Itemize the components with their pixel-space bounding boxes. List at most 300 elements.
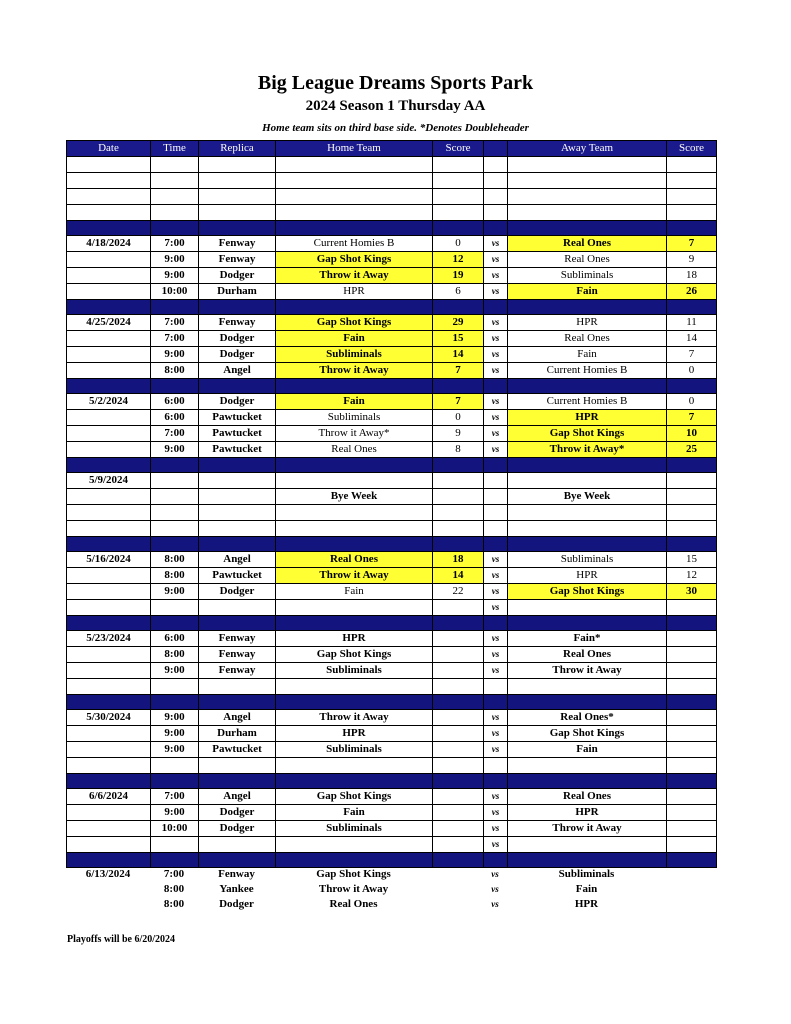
away-team-cell: Throw it Away [508, 663, 667, 679]
home-team-cell: Fain [276, 805, 433, 821]
separator-cell [667, 616, 717, 631]
home-score-cell [433, 710, 484, 726]
game-row [67, 837, 717, 853]
home-team-cell: HPR [276, 631, 433, 647]
game-row [66, 867, 716, 882]
home-team-cell: Real Ones [329, 898, 378, 910]
game-row [67, 442, 717, 458]
replica-cell: Pawtucket [199, 568, 276, 584]
replica-cell: Fenway [199, 252, 276, 268]
vs-cell: vs [484, 742, 508, 758]
date-cell [67, 331, 151, 347]
time-cell: 8:00 [151, 647, 199, 663]
away-score-cell [667, 805, 717, 821]
home-score-cell: 8 [433, 442, 484, 458]
separator-cell [484, 616, 508, 631]
home-score-cell: 0 [433, 410, 484, 426]
game-row [67, 473, 717, 489]
replica-cell: Fenway [218, 868, 255, 880]
away-team-cell: Throw it Away* [508, 442, 667, 458]
time-cell: 9:00 [151, 710, 199, 726]
date-cell [67, 647, 151, 663]
date-cell: 4/25/2024 [67, 315, 151, 331]
time-cell: 7:00 [151, 426, 199, 442]
away-score-cell [667, 505, 717, 521]
replica-cell: Pawtucket [199, 742, 276, 758]
date-cell: 5/9/2024 [67, 473, 151, 489]
game-row [67, 679, 717, 695]
vs-cell: vs [484, 726, 508, 742]
replica-cell [199, 489, 276, 505]
time-cell: 8:00 [163, 883, 185, 895]
away-team-cell: Current Homies B [508, 363, 667, 379]
game-row [67, 268, 717, 284]
vs-cell: vs [484, 284, 508, 300]
separator-cell [667, 458, 717, 473]
home-team-cell: Fain [276, 331, 433, 347]
home-score-cell [433, 600, 484, 616]
home-score-cell [433, 742, 484, 758]
date-cell [67, 347, 151, 363]
replica-cell [199, 505, 276, 521]
season-subtitle: 2024 Season 1 Thursday AA [305, 98, 486, 114]
date-cell: 6/13/2024 [85, 868, 131, 880]
col-header-home-score: Score [433, 141, 484, 157]
replica-cell: Angel [199, 552, 276, 568]
replica-cell: Fenway [199, 663, 276, 679]
date-cell [67, 584, 151, 600]
away-team-cell: Bye Week [508, 489, 667, 505]
week-separator [67, 616, 717, 631]
home-team-cell: Throw it Away [276, 568, 433, 584]
date-cell [67, 568, 151, 584]
time-cell [151, 489, 199, 505]
home-team-cell [276, 758, 433, 774]
game-row [67, 315, 717, 331]
away-team-cell: Real Ones* [508, 710, 667, 726]
time-cell: 9:00 [151, 268, 199, 284]
home-score-cell [433, 821, 484, 837]
col-header-away-score: Score [667, 141, 717, 157]
home-score-cell: 6 [433, 284, 484, 300]
week-separator [67, 853, 717, 868]
replica-cell: Dodger [199, 821, 276, 837]
home-team-cell [276, 173, 433, 189]
home-score-cell [433, 758, 484, 774]
time-cell [151, 758, 199, 774]
time-cell [151, 189, 199, 205]
separator-cell [433, 458, 484, 473]
away-score-cell: 0 [667, 394, 717, 410]
away-team-cell: Subliminals [508, 268, 667, 284]
away-score-cell [667, 189, 717, 205]
replica-cell: Pawtucket [199, 426, 276, 442]
separator-cell [484, 774, 508, 789]
away-team-cell: Fain [508, 284, 667, 300]
separator-cell [199, 774, 276, 789]
away-team-cell: Real Ones [508, 236, 667, 252]
away-score-cell: 15 [667, 552, 717, 568]
time-cell [151, 837, 199, 853]
date-cell [67, 837, 151, 853]
vs-cell: vs [484, 363, 508, 379]
date-cell [67, 205, 151, 221]
home-team-cell [276, 205, 433, 221]
away-score-cell [667, 205, 717, 221]
away-score-cell [667, 489, 717, 505]
replica-cell [199, 758, 276, 774]
replica-cell: Yankee [219, 883, 254, 895]
vs-cell [484, 505, 508, 521]
separator-cell [508, 379, 667, 394]
away-score-cell [667, 821, 717, 837]
separator-cell [276, 458, 433, 473]
game-row [67, 726, 717, 742]
separator-cell [151, 853, 199, 868]
away-team-cell: Real Ones [508, 252, 667, 268]
home-team-cell: Real Ones [276, 552, 433, 568]
schedule-note: Home team sits on third base side. *Denotes Doubleheader [262, 122, 529, 134]
vs-cell: vs [484, 236, 508, 252]
vs-cell [484, 473, 508, 489]
game-row [67, 157, 717, 173]
separator-cell [67, 300, 151, 315]
week-separator [67, 774, 717, 789]
game-row [67, 205, 717, 221]
home-score-cell: 15 [433, 331, 484, 347]
away-score-cell [666, 897, 716, 912]
vs-cell: vs [484, 252, 508, 268]
away-score-cell [667, 758, 717, 774]
home-score-cell [433, 647, 484, 663]
vs-cell: vs [484, 394, 508, 410]
time-cell: 9:00 [151, 663, 199, 679]
time-cell: 9:00 [151, 442, 199, 458]
game-row [67, 789, 717, 805]
away-team-cell: HPR [508, 315, 667, 331]
home-team-cell: HPR [276, 284, 433, 300]
home-team-cell: Throw it Away [276, 710, 433, 726]
separator-cell [199, 616, 276, 631]
time-cell [151, 505, 199, 521]
home-team-cell [276, 505, 433, 521]
game-row [67, 363, 717, 379]
away-team-cell: Gap Shot Kings [508, 726, 667, 742]
week-separator [67, 695, 717, 710]
separator-cell [484, 853, 508, 868]
replica-cell: Dodger [199, 347, 276, 363]
replica-cell [199, 600, 276, 616]
home-team-cell [276, 189, 433, 205]
away-score-cell [667, 679, 717, 695]
replica-cell: Fenway [199, 647, 276, 663]
vs-cell [484, 489, 508, 505]
away-score-cell: 7 [667, 236, 717, 252]
date-cell [67, 189, 151, 205]
separator-cell [151, 695, 199, 710]
col-header-home-team: Home Team [276, 141, 433, 157]
home-score-cell: 12 [433, 252, 484, 268]
replica-cell: Fenway [199, 315, 276, 331]
home-team-cell [276, 473, 433, 489]
away-score-cell [667, 473, 717, 489]
replica-cell [199, 205, 276, 221]
home-score-cell: 7 [433, 394, 484, 410]
game-row [67, 284, 717, 300]
game-row [67, 347, 717, 363]
vs-cell: vs [484, 647, 508, 663]
separator-cell [67, 379, 151, 394]
away-score-cell [667, 157, 717, 173]
away-score-cell [667, 663, 717, 679]
away-team-cell: Fain [508, 742, 667, 758]
home-team-cell: Throw it Away* [276, 426, 433, 442]
table-header-row [67, 141, 717, 157]
home-team-cell: Subliminals [276, 347, 433, 363]
separator-cell [276, 537, 433, 552]
away-team-cell: HPR [574, 898, 599, 910]
time-cell: 8:00 [151, 568, 199, 584]
game-row [67, 821, 717, 837]
away-score-cell: 26 [667, 284, 717, 300]
away-score-cell [667, 789, 717, 805]
replica-cell: Dodger [199, 584, 276, 600]
separator-cell [484, 458, 508, 473]
game-row [67, 758, 717, 774]
separator-cell [151, 300, 199, 315]
time-cell: 7:00 [163, 868, 185, 880]
home-score-cell [432, 897, 483, 912]
col-header-time: Time [151, 141, 199, 157]
home-team-cell: Throw it Away [276, 363, 433, 379]
date-cell [67, 489, 151, 505]
home-score-cell: 29 [433, 315, 484, 331]
date-cell [67, 758, 151, 774]
date-cell [67, 679, 151, 695]
home-team-cell [276, 600, 433, 616]
replica-cell [199, 473, 276, 489]
away-score-cell: 9 [667, 252, 717, 268]
vs-cell [484, 521, 508, 537]
away-score-cell [667, 173, 717, 189]
replica-cell: Dodger [199, 331, 276, 347]
vs-cell: vs [484, 789, 508, 805]
game-row [67, 505, 717, 521]
away-team-cell [508, 173, 667, 189]
game-row [67, 742, 717, 758]
week-separator [67, 221, 717, 236]
final-week-body [66, 867, 716, 912]
away-score-cell: 30 [667, 584, 717, 600]
time-cell: 9:00 [151, 347, 199, 363]
separator-cell [508, 537, 667, 552]
game-row [67, 805, 717, 821]
vs-cell: vs [491, 884, 499, 894]
vs-cell: vs [491, 869, 499, 879]
col-header-date: Date [67, 141, 151, 157]
home-team-cell [276, 837, 433, 853]
date-cell [66, 897, 150, 912]
separator-cell [667, 774, 717, 789]
home-team-cell: Throw it Away [276, 268, 433, 284]
game-row [67, 568, 717, 584]
home-team-cell [276, 157, 433, 173]
away-team-cell [508, 205, 667, 221]
separator-cell [199, 695, 276, 710]
time-cell: 9:00 [151, 742, 199, 758]
col-header-vs [484, 141, 508, 157]
separator-cell [276, 853, 433, 868]
vs-cell: vs [484, 663, 508, 679]
away-team-cell: Current Homies B [508, 394, 667, 410]
vs-cell: vs [484, 837, 508, 853]
separator-cell [199, 537, 276, 552]
game-row [67, 489, 717, 505]
time-cell: 7:00 [151, 331, 199, 347]
separator-cell [151, 379, 199, 394]
home-score-cell: 7 [433, 363, 484, 379]
vs-cell [484, 189, 508, 205]
separator-cell [508, 616, 667, 631]
away-team-cell [508, 837, 667, 853]
vs-cell [484, 205, 508, 221]
date-cell [67, 805, 151, 821]
home-score-cell: 22 [433, 584, 484, 600]
away-score-cell [667, 837, 717, 853]
playoffs-note: Playoffs will be 6/20/2024 [67, 934, 176, 945]
away-team-cell: HPR [508, 410, 667, 426]
separator-cell [433, 774, 484, 789]
away-team-cell: Fain* [508, 631, 667, 647]
home-team-cell: Gap Shot Kings [276, 252, 433, 268]
time-cell [151, 600, 199, 616]
away-team-cell: Real Ones [508, 789, 667, 805]
week-separator [67, 379, 717, 394]
game-row [67, 521, 717, 537]
date-cell [67, 284, 151, 300]
away-team-cell: Real Ones [508, 647, 667, 663]
away-team-cell [508, 473, 667, 489]
home-score-cell [433, 173, 484, 189]
separator-cell [67, 537, 151, 552]
time-cell: 8:00 [151, 552, 199, 568]
replica-cell [199, 173, 276, 189]
home-score-cell [432, 882, 483, 897]
game-row [67, 663, 717, 679]
game-row [67, 252, 717, 268]
separator-cell [667, 300, 717, 315]
time-cell: 9:00 [151, 252, 199, 268]
home-score-cell [433, 837, 484, 853]
separator-cell [151, 458, 199, 473]
date-cell [67, 726, 151, 742]
time-cell [151, 473, 199, 489]
away-score-cell: 14 [667, 331, 717, 347]
vs-cell: vs [484, 410, 508, 426]
away-team-cell [508, 189, 667, 205]
separator-cell [151, 616, 199, 631]
separator-cell [151, 537, 199, 552]
time-cell: 6:00 [151, 394, 199, 410]
date-cell [66, 882, 150, 897]
home-team-cell: Gap Shot Kings [276, 647, 433, 663]
time-cell: 9:00 [151, 805, 199, 821]
vs-cell: vs [491, 899, 499, 909]
replica-cell: Dodger [199, 394, 276, 410]
game-row [67, 631, 717, 647]
date-cell [67, 742, 151, 758]
separator-cell [484, 537, 508, 552]
replica-cell [199, 157, 276, 173]
vs-cell: vs [484, 600, 508, 616]
week-separator [67, 537, 717, 552]
separator-cell [484, 379, 508, 394]
time-cell: 9:00 [151, 584, 199, 600]
home-team-cell: Gap Shot Kings [316, 868, 391, 880]
away-score-cell [667, 726, 717, 742]
time-cell [151, 157, 199, 173]
vs-cell: vs [484, 631, 508, 647]
separator-cell [433, 300, 484, 315]
col-header-replica: Replica [199, 141, 276, 157]
home-team-cell: Throw it Away [318, 883, 389, 895]
time-cell: 8:00 [151, 363, 199, 379]
away-score-cell [667, 742, 717, 758]
home-score-cell [433, 205, 484, 221]
date-cell [67, 521, 151, 537]
game-row [67, 331, 717, 347]
date-cell [67, 157, 151, 173]
separator-cell [276, 221, 433, 236]
away-team-cell [508, 679, 667, 695]
final-week-table [66, 867, 716, 912]
separator-cell [67, 774, 151, 789]
home-team-cell: Gap Shot Kings [276, 789, 433, 805]
home-score-cell [433, 473, 484, 489]
time-cell [151, 173, 199, 189]
away-score-cell: 18 [667, 268, 717, 284]
separator-cell [508, 221, 667, 236]
away-team-cell: Subliminals [508, 552, 667, 568]
date-cell [67, 252, 151, 268]
home-score-cell [433, 631, 484, 647]
away-team-cell: Real Ones [508, 331, 667, 347]
home-score-cell [432, 867, 483, 882]
replica-cell: Dodger [219, 898, 254, 910]
away-team-cell: HPR [508, 805, 667, 821]
away-team-cell [508, 600, 667, 616]
home-team-cell: Subliminals [276, 663, 433, 679]
home-score-cell [433, 521, 484, 537]
home-team-cell: Subliminals [276, 821, 433, 837]
time-cell [151, 205, 199, 221]
replica-cell: Dodger [199, 805, 276, 821]
time-cell: 7:00 [151, 789, 199, 805]
away-team-cell: Throw it Away [508, 821, 667, 837]
separator-cell [151, 774, 199, 789]
vs-cell: vs [484, 442, 508, 458]
vs-cell: vs [484, 331, 508, 347]
date-cell: 5/30/2024 [67, 710, 151, 726]
date-cell [67, 505, 151, 521]
away-score-cell: 0 [667, 363, 717, 379]
time-cell: 10:00 [151, 284, 199, 300]
away-score-cell: 7 [667, 347, 717, 363]
date-cell [67, 173, 151, 189]
separator-cell [433, 221, 484, 236]
away-score-cell: 10 [667, 426, 717, 442]
home-team-cell: Subliminals [276, 410, 433, 426]
